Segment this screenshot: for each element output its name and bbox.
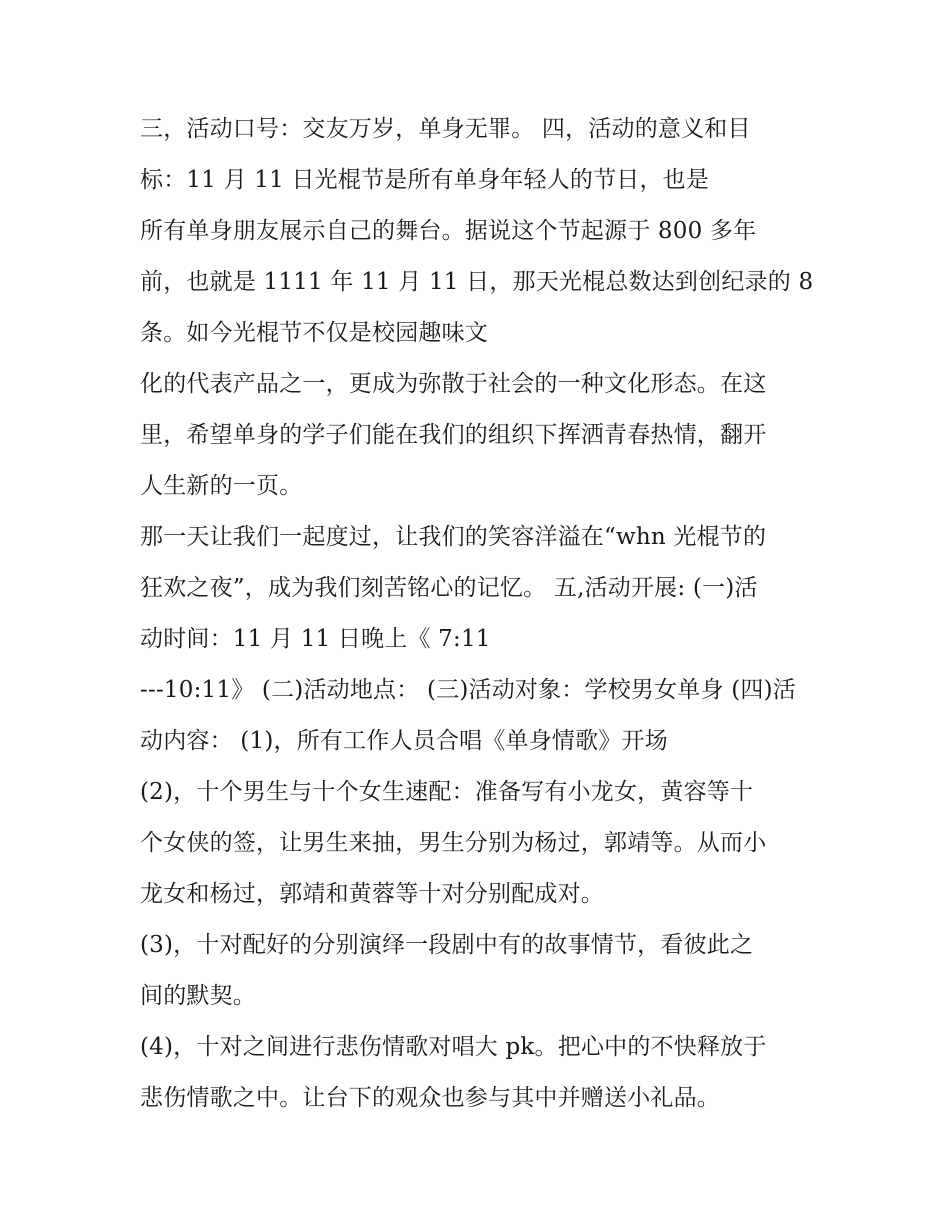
text-line: 悲伤情歌之中。让台下的观众也参与其中并赠送小礼品。 [140,1085,720,1111]
text-line: (4)，十对之间进行悲伤情歌对唱大 pk。把心中的不快释放于 [140,1034,767,1060]
document-body [140,104,830,1124]
text-line: 所有单身朋友展示自己的舞台。据说这个节起源于 800 多年 [140,218,757,244]
text-line: 动内容： (1)，所有工作人员合唱《单身情歌》开场 [140,728,668,754]
text-line: 三，活动口号：交友万岁，单身无罪。 四，活动的意义和目 [140,116,751,142]
text-line: (2)，十个男生与十个女生速配：准备写有小龙女，黄容等十 [140,779,754,805]
text-line: 龙女和杨过，郭靖和黄蓉等十对分别配成对。 [140,881,604,907]
text-line: (3)，十对配好的分别演绎一段剧中有的故事情节，看彼此之 [140,932,754,958]
text-line: 狂欢之夜”，成为我们刻苦铭心的记忆。 五,活动开展: (一)活 [140,575,758,601]
text-line: 条。如今光棍节不仅是校园趣味文 [140,320,488,346]
text-line: 标：11 月 11 日光棍节是所有单身年轻人的节日，也是 [140,167,710,193]
text-line: 间的默契。 [140,983,256,1009]
text-line: 个女侠的签，让男生来抽，男生分别为杨过，郭靖等。从而小 [140,830,767,856]
text-line: 里，希望单身的学子们能在我们的组织下挥洒青春热情，翻开 [140,422,767,448]
text-line: 动时间：11 月 11 日晚上《 7:11 [140,626,491,652]
text-line: 前，也就是 1111 年 11 月 11 日，那天光棍总数达到创纪录的 8 [140,269,814,295]
text-line: 那一天让我们一起度过，让我们的笑容洋溢在“whn 光棍节的 [140,524,767,550]
text-line: 人生新的一页。 [140,473,303,499]
text-line: ---10:11》 (二)活动地点： (三)活动对象：学校男女单身 (四)活 [140,677,796,703]
text-line: 化的代表产品之一，更成为弥散于社会的一种文化形态。在这 [140,371,767,397]
